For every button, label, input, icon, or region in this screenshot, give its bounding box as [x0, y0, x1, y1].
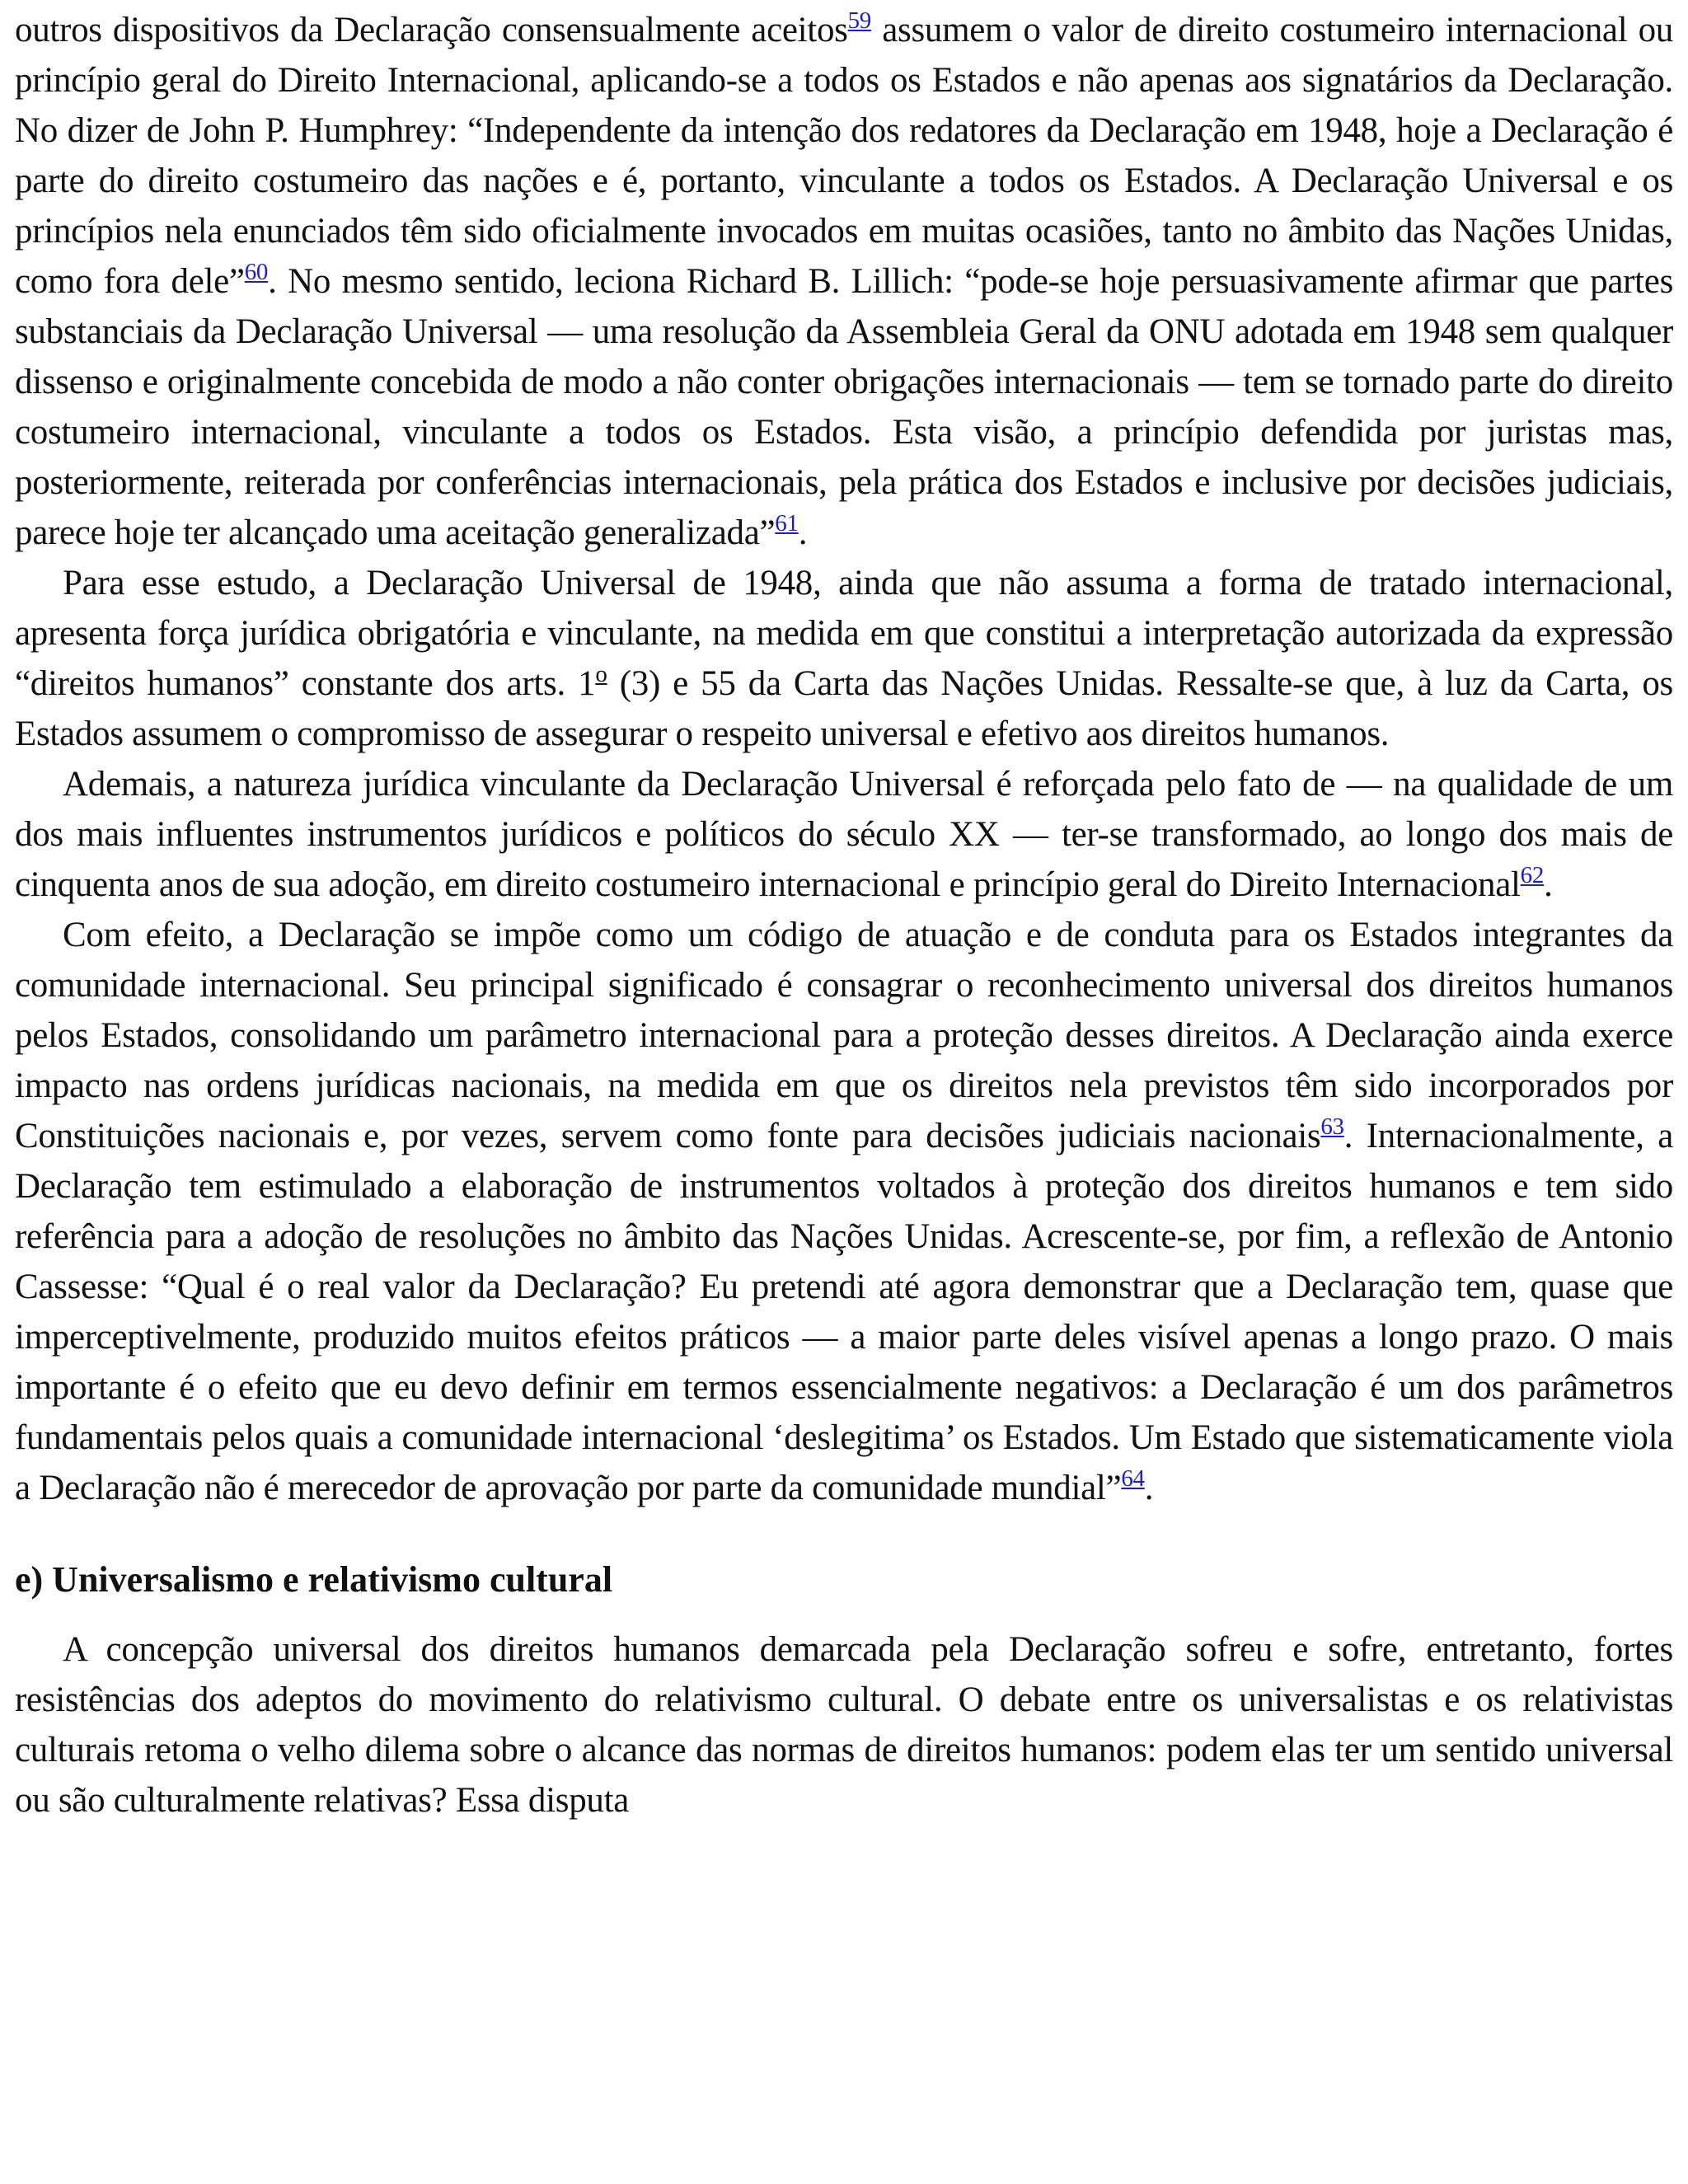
footnote-link-64[interactable]: 64	[1121, 1465, 1145, 1493]
paragraph-text: Ademais, a natureza jurídica vinculante da Declaração Universal é reforçada pelo fato de — na qualidade de um dos mais influentes instrumentos jurídicos e políticos do século XX — ter-se transformado, ao longo dos mais de cinquenta anos de sua adoção, em direito costumeiro internacional e princípio geral do Direito Internacional	[15, 765, 1673, 904]
paragraph-text: (3) e 55 da Carta das Nações Unidas. Ressalte-se que, à luz da Carta, os Estados assumem o compromisso de assegurar o respeito universal e efetivo aos direitos humanos.	[15, 664, 1673, 753]
document-page	[15, 5, 1673, 1825]
footnote-link-60[interactable]: 60	[244, 259, 269, 286]
paragraph-text: . Internacionalmente, a Declaração tem estimulado a elaboração de instrumentos voltados à proteção dos direitos humanos e tem sido referência para a adoção de resoluções no âmbito das Nações Unidas. Acrescente-se, por fim, a reflexão de Antonio Cassesse: “Qual é o real valor da Declaração? Eu pretendi até agora demonstrar que a Declaração tem, quase que imperceptivelmente, produzido muitos efeitos práticos — a maior parte deles visível apenas a longo prazo. O mais importante é o efeito que eu devo definir em termos essencialmente negativos: a Declaração é um dos parâmetros fundamentais pelos quais a comunidade internacional ‘deslegitima’ os Estados. Um Estado que sistematicamente viola a Declaração não é merecedor de aprovação por parte da comunidade mundial”	[15, 1117, 1673, 1507]
ordinal-indicator: o	[595, 661, 607, 688]
paragraph-text: .	[1144, 1469, 1154, 1507]
paragraph-text: .	[1544, 865, 1553, 904]
paragraph-text: outros dispositivos da Declaração consensualmente aceitos	[15, 11, 848, 49]
section-heading: e) Universalismo e relativismo cultural	[15, 1559, 613, 1600]
paragraph-text: Para esse estudo, a Declaração Universal de 1948, ainda que não assuma a forma de tratado internacional, apresenta força jurídica obrigatória e vinculante, na medida em que constitui a interpretação autorizada da expressão “direitos humanos” constante dos arts. 1	[15, 564, 1673, 703]
footnote-link-63[interactable]: 63	[1320, 1113, 1344, 1141]
footnote-link-62[interactable]: 62	[1520, 862, 1545, 889]
paragraph-text: assumem o valor de direito costumeiro internacional ou princípio geral do Direito Internacional, aplicando-se a todos os Estados e não apenas aos signatários da Declaração. No dizer de John P. Humphrey: “Independente da intenção dos redatores da Declaração em 1948, hoje a Declaração é parte do direito costumeiro das nações e é, portanto, vinculante a todos os Estados. A Declaração Universal e os princípios nela enunciados têm sido oficialmente invocados em muitas ocasiões, tanto no âmbito das Nações Unidas, como fora dele”	[15, 11, 1673, 301]
paragraph-1	[15, 5, 1673, 558]
paragraph-text: Com efeito, a Declaração se impõe como um código de atuação e de conduta para os Estados integrantes da comunidade internacional. Seu principal significado é consagrar o reconhecimento universal dos direitos humanos pelos Estados, consolidando um parâmetro internacional para a proteção desses direitos. A Declaração ainda exerce impacto nas ordens jurídicas nacionais, na medida em que os direitos nela previstos têm sido incorporados por Constituições nacionais e, por vezes, servem como fonte para decisões judiciais nacionais	[15, 916, 1673, 1155]
footnote-link-59[interactable]: 59	[847, 7, 871, 35]
paragraph-4	[15, 910, 1673, 1513]
paragraph-text: . No mesmo sentido, leciona Richard B. Lillich: “pode-se hoje persuasivamente afirmar que partes substanciais da Declaração Universal — uma resolução da Assembleia Geral da ONU adotada em 1948 sem qualquer dissenso e originalmente concebida de modo a não conter obrigações internacionais — tem se tornado parte do direito costumeiro internacional, vinculante a todos os Estados. Esta visão, a princípio defendida por juristas mas, posteriormente, reiterada por conferências internacionais, pela prática dos Estados e inclusive por decisões judiciais, parece hoje ter alcançado uma aceitação generalizada”	[15, 262, 1674, 552]
paragraph-5: A concepção universal dos direitos humanos demarcada pela Declaração sofreu e sofre, entretanto, fortes resistências dos adeptos do movimento do relativismo cultural. O debate entre os universalistas e os relativistas culturais retoma o velho dilema sobre o alcance das normas de direitos humanos: podem elas ter um sentido universal ou são culturalmente relativas? Essa disputa	[15, 1630, 1673, 1820]
footnote-link-61[interactable]: 61	[775, 510, 799, 537]
paragraph-2	[15, 558, 1673, 759]
paragraph-text: .	[798, 513, 808, 552]
paragraph-3	[15, 759, 1673, 910]
